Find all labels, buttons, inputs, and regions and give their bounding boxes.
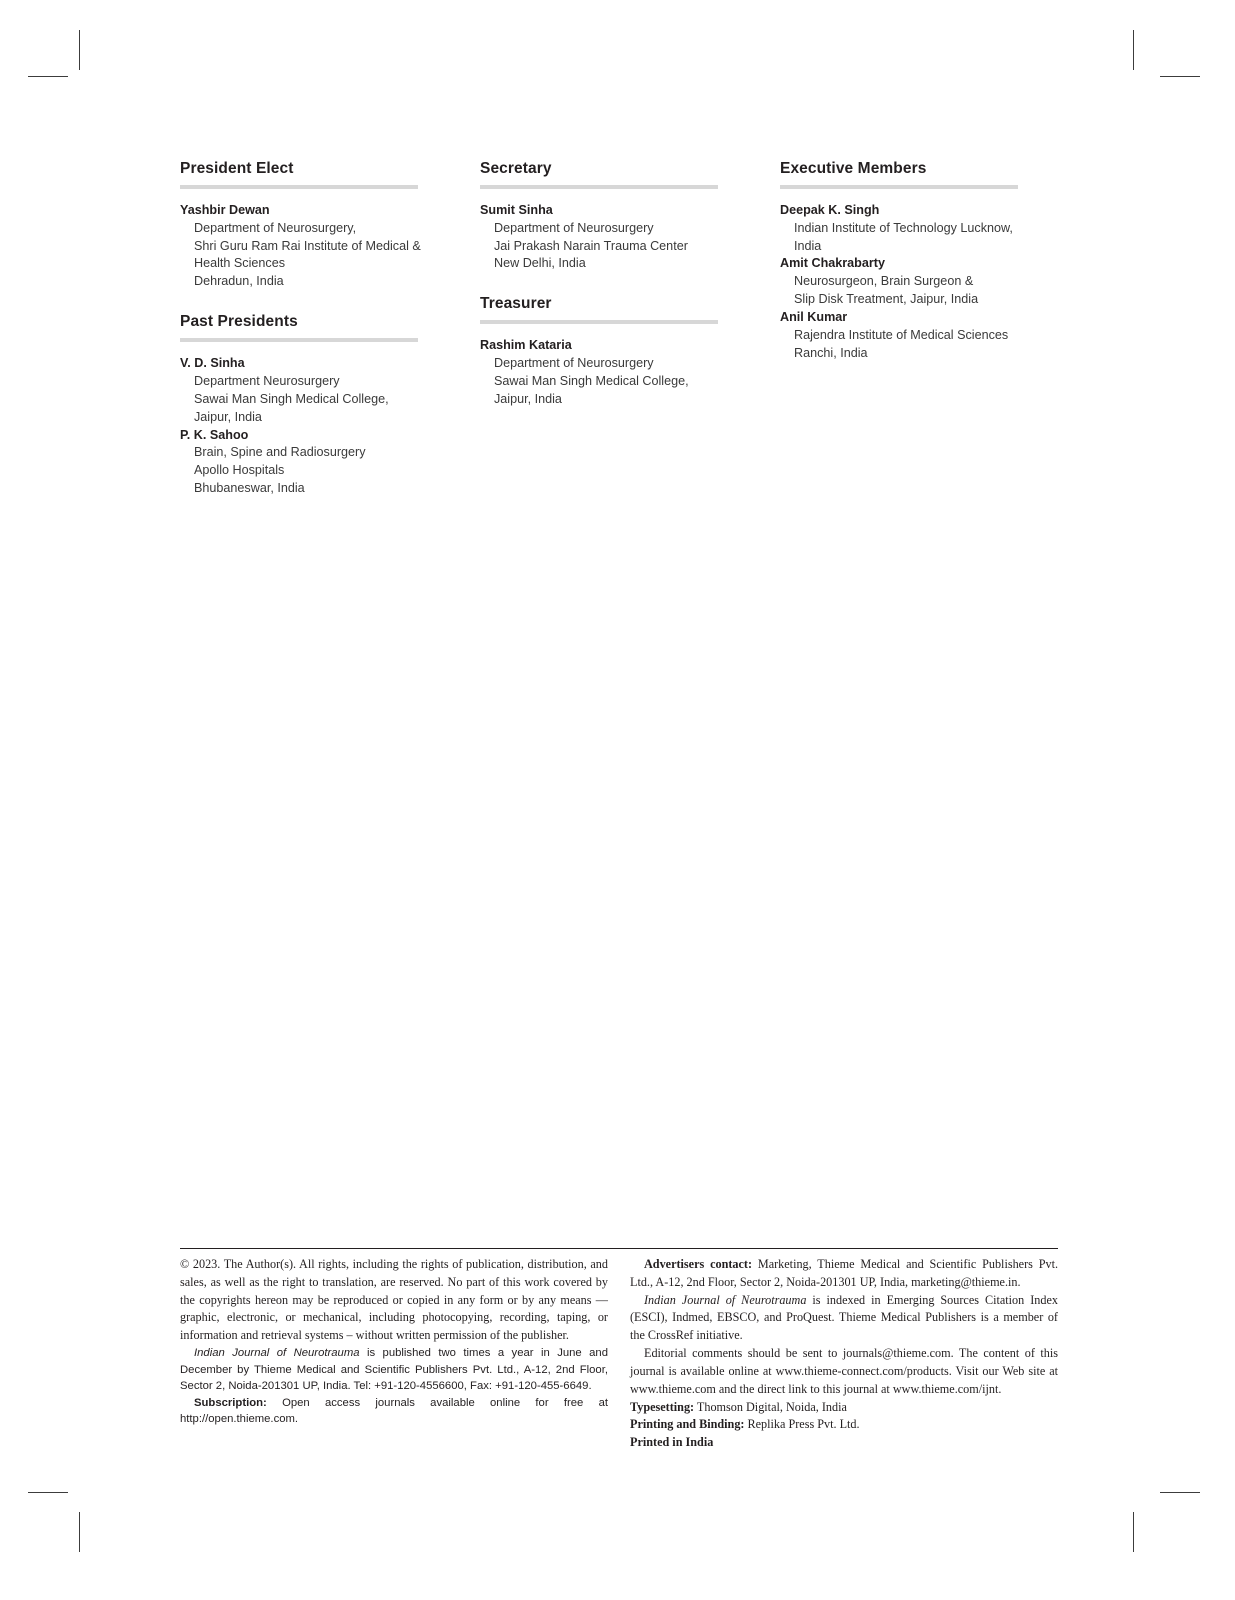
masthead-columns [180,160,1058,498]
person-entry [180,202,480,291]
person-entry [480,337,780,409]
section-divider [480,185,718,189]
editorial-paragraph: Editorial comments should be sent to journals@thieme.com. The content of this journal is available online at www.thieme-connect.com/products. Visit our Web site at www.thieme.com and the direct link to this journal at www.thieme.com/ijnt. [630,1346,1058,1396]
typesetting-text: Thomson Digital, Noida, India [694,1399,847,1414]
printed-in-paragraph [630,1434,1058,1452]
crop-mark-bottom-right-horizontal [1160,1492,1200,1493]
person-affiliation [780,273,1058,309]
footer-divider [180,1248,1058,1249]
person-name: Anil Kumar [780,310,848,325]
copyright-paragraph: © 2023. The Author(s). All rights, including the rights of publication, distribution, and sales, as well as the right to translation, are reserved. No part of this work covered by the copyrights hereon may be reproduced or copied in any form or by any means — graphic, electronic, or mechanical, including photocopying, recording, taping, or information and retrieval systems – without written permission of the publisher. [180,1257,608,1343]
affiliation-line: New Delhi, India [494,256,586,271]
person-entry [180,355,480,427]
affiliation-line: Bhubaneswar, India [194,481,305,496]
person-affiliation [180,444,480,498]
section-title-past-presidents: Past Presidents [180,313,298,331]
printing-paragraph [630,1416,1058,1434]
advertisers-label: Advertisers contact: [644,1257,753,1271]
person-affiliation [780,220,1058,256]
section-title-secretary: Secretary [480,160,552,177]
crop-mark-top-left-vertical [79,30,80,70]
affiliation-line: Sawai Man Singh Medical College, [194,391,389,406]
section-treasurer [480,295,780,408]
subscription-text: Open access journals available online for free at http://open.thieme.com. [180,1396,608,1425]
person-name: Yashbir Dewan [180,202,270,217]
indexing-paragraph [630,1292,1058,1345]
section-past-presidents [180,313,480,498]
person-affiliation [480,220,780,274]
section-secretary [480,160,780,273]
masthead-column-left [180,160,480,498]
person-entry [780,255,1058,309]
crop-mark-top-left-horizontal [28,76,68,77]
section-divider [780,185,1018,189]
person-name: V. D. Sinha [180,356,245,370]
person-name: Deepak K. Singh [780,202,880,217]
person-entry [780,202,1058,256]
publication-details: is published two times a year in June and December by Thieme Medical and Scientific Publishers Pvt. Ltd., A-12, 2nd Floor, Sector 2, Noida-201301 UP, India. Tel: +91-120-4556600, Fax: +91-120-455-6649. [180,1347,608,1393]
printed-in-label: Printed in India [630,1435,714,1450]
footer-columns [180,1256,1058,1452]
affiliation-line: Indian Institute of Technology Lucknow, [794,220,1013,235]
section-executive-members [780,160,1058,363]
section-title-executive-members: Executive Members [780,160,927,177]
affiliation-line: Slip Disk Treatment, Jaipur, India [794,292,979,307]
section-title-treasurer: Treasurer [480,295,552,313]
affiliation-line: Department of Neurosurgery [494,356,654,370]
affiliation-line: Health Sciences [194,256,286,271]
person-name: Amit Chakrabarty [780,256,885,271]
person-affiliation [180,373,480,427]
affiliation-line: Ranchi, India [794,345,868,360]
person-name: Rashim Kataria [480,338,572,353]
journal-title-italic: Indian Journal of Neurotrauma [644,1292,807,1307]
affiliation-line: Department of Neurosurgery [494,220,654,235]
affiliation-line: India [794,238,822,253]
crop-mark-top-right-vertical [1133,30,1134,70]
affiliation-line: Department of Neurosurgery, [194,220,357,235]
affiliation-line: Shri Guru Ram Rai Institute of Medical & [194,238,421,253]
person-name: Sumit Sinha [480,202,553,217]
section-divider [480,320,718,324]
person-entry [480,202,780,274]
person-name: P. K. Sahoo [180,427,249,442]
affiliation-line: Jai Prakash Narain Trauma Center [494,238,688,253]
section-divider [180,185,418,189]
section-divider [180,338,418,342]
printing-text: Replika Press Pvt. Ltd. [744,1417,860,1432]
typesetting-paragraph [630,1399,1058,1417]
masthead-column-middle [480,160,780,498]
advertisers-text: Marketing, Thieme Medical and Scientific Publishers Pvt. Ltd., A-12, 2nd Floor, Sector 2, Noida-201301 UP, India, marketing@thieme.in. [630,1257,1059,1289]
person-entry [180,427,480,499]
journal-title-italic: Indian Journal of Neurotrauma [194,1347,360,1360]
person-affiliation [180,220,480,292]
section-title-president-elect: President Elect [180,160,294,177]
affiliation-line: Neurosurgeon, Brain Surgeon & [794,274,974,289]
person-entry [780,309,1058,363]
affiliation-line: Brain, Spine and Radiosurgery [194,445,366,460]
crop-mark-bottom-right-vertical [1133,1512,1134,1552]
affiliation-line: Dehradun, India [194,274,284,289]
masthead-page [180,160,1058,498]
crop-mark-bottom-left-vertical [79,1512,80,1552]
affiliation-line: Sawai Man Singh Medical College, [494,373,689,388]
crop-mark-bottom-left-horizontal [28,1492,68,1493]
masthead-column-right [780,160,1058,498]
affiliation-line: Apollo Hospitals [194,463,285,478]
footer-column-left [180,1256,608,1452]
footer-column-right [630,1256,1058,1452]
affiliation-line: Rajendra Institute of Medical Sciences [794,327,1009,342]
crop-mark-top-right-horizontal [1160,76,1200,77]
advertisers-paragraph [630,1256,1058,1292]
indexing-text: is indexed in Emerging Sources Citation Index (ESCI), Indmed, EBSCO, and ProQuest. Thieme Medical Publishers is a member of the CrossRef initiative. [630,1292,1058,1343]
person-affiliation [480,355,780,409]
page-footer [180,1248,1058,1452]
person-affiliation [780,327,1058,363]
affiliation-line: Jaipur, India [194,409,262,424]
publication-paragraph [180,1345,608,1394]
affiliation-line: Jaipur, India [494,391,562,406]
affiliation-line: Department Neurosurgery [194,373,340,388]
printing-label: Printing and Binding: [630,1417,745,1432]
subscription-paragraph [180,1395,608,1428]
subscription-label: Subscription: [194,1396,267,1409]
section-president-elect [180,160,480,291]
typesetting-label: Typesetting: [630,1399,695,1414]
